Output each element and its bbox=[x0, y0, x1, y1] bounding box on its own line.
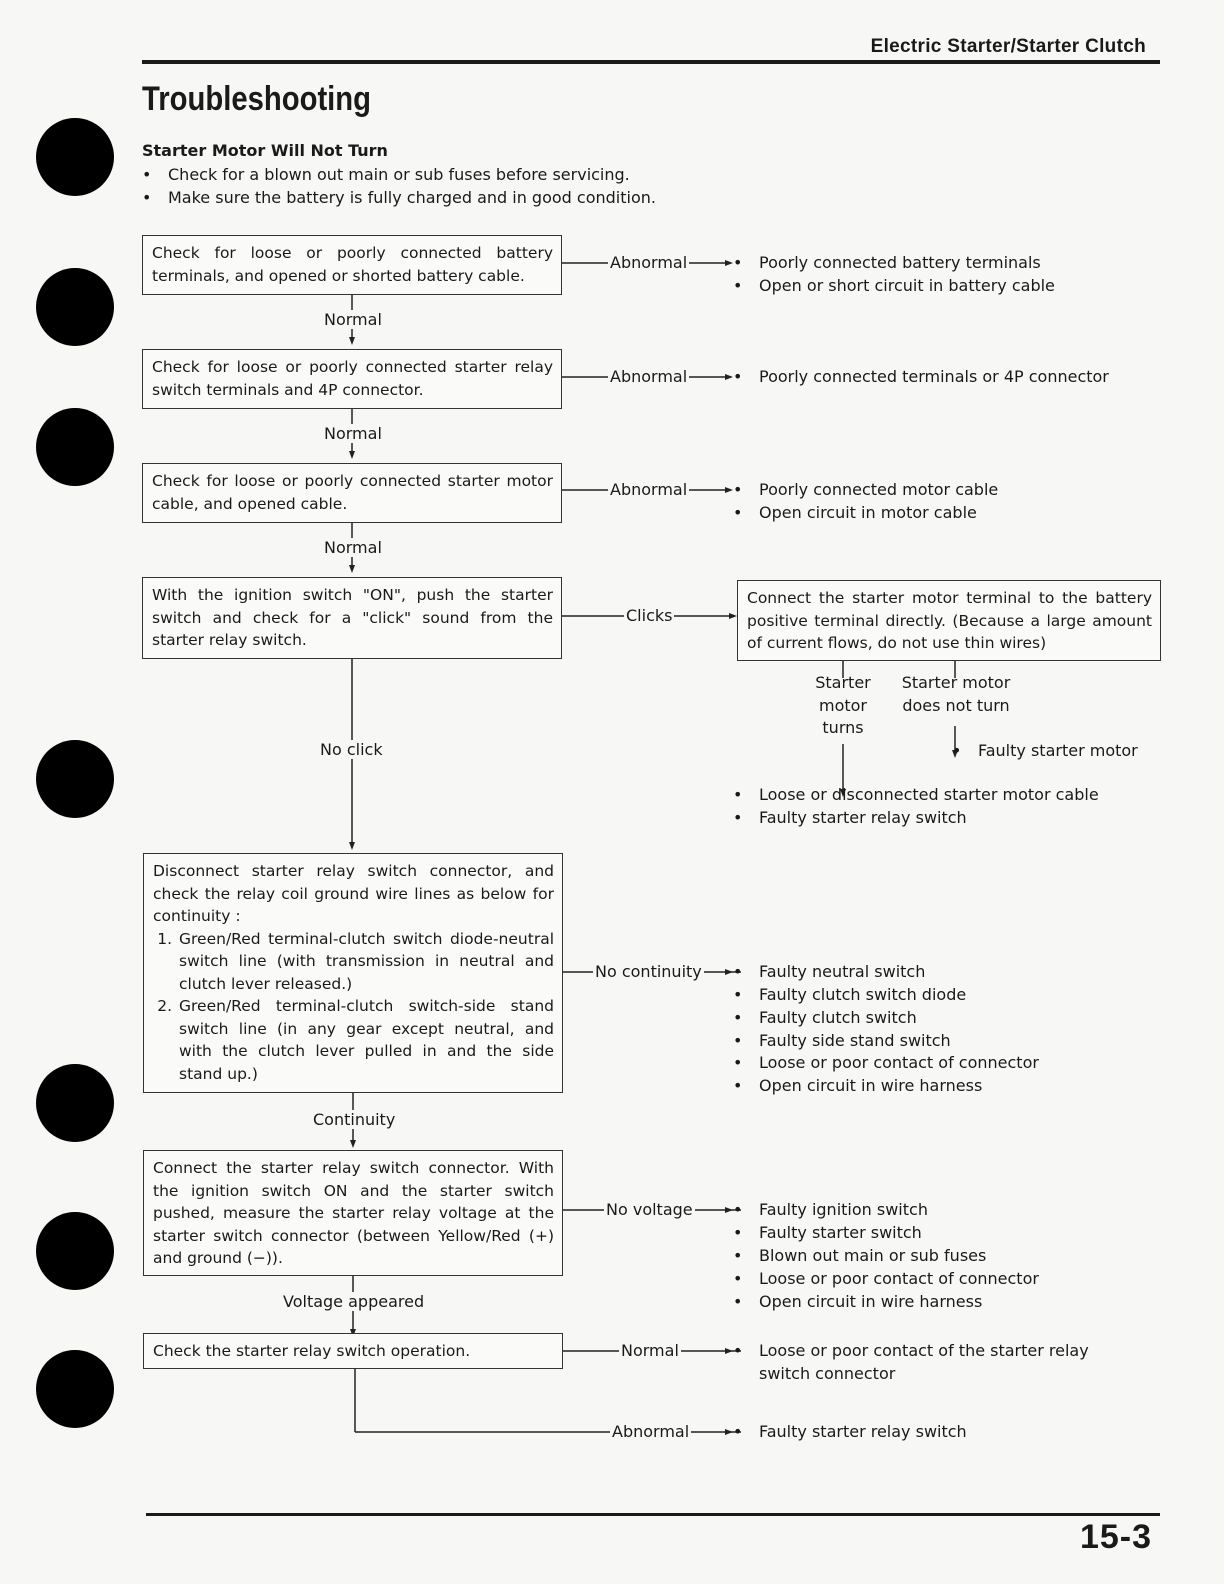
result-item: • Open or short circuit in battery cable bbox=[733, 276, 1055, 295]
page-title: Troubleshooting bbox=[142, 80, 372, 118]
next-label: Continuity bbox=[313, 1110, 396, 1129]
result-text: Poorly connected battery terminals bbox=[759, 253, 1041, 272]
result-text: Faulty neutral switch bbox=[759, 962, 926, 981]
header-section-title: Electric Starter/Starter Clutch bbox=[870, 36, 1146, 57]
branch-label: Abnormal bbox=[610, 367, 688, 386]
section-title: Starter Motor Will Not Turn bbox=[142, 141, 388, 160]
result-text: Loose or disconnected starter motor cable bbox=[759, 785, 1099, 804]
result-item: • Loose or poor contact of the starter relay switch connector bbox=[733, 1340, 1113, 1385]
next-label: Normal bbox=[324, 310, 382, 329]
result-text: Faulty starter switch bbox=[759, 1223, 922, 1242]
page-number: 15-3 bbox=[1079, 1518, 1152, 1556]
branch-label: Abnormal bbox=[610, 253, 688, 272]
step-text: Connect the starter relay switch connector. With the ignition switch ON and the starter switch pushed, measure the starter relay voltage at the starter switch connector (between Yellow/Red (+) and ground (−)). bbox=[153, 1159, 554, 1267]
result-text: Open circuit in wire harness bbox=[759, 1292, 983, 1311]
branch-label: Abnormal bbox=[612, 1422, 690, 1441]
step-box bbox=[143, 1333, 563, 1369]
turns-label: Starter motor turns bbox=[815, 673, 871, 737]
result-item: • Faulty starter relay switch bbox=[733, 808, 967, 827]
result-item: • Faulty ignition switch bbox=[733, 1200, 928, 1219]
result-text: Faulty clutch switch diode bbox=[759, 985, 967, 1004]
result-item: • Loose or disconnected starter motor cable bbox=[733, 785, 1099, 804]
result-item: • Poorly connected battery terminals bbox=[733, 253, 1041, 272]
step-list-item: 1. Green/Red terminal-clutch switch diode-neutral switch line (with transmission in neutral and clutch lever released.) bbox=[177, 928, 554, 996]
step-box bbox=[142, 463, 562, 523]
step-box bbox=[142, 577, 562, 659]
result-item: • Blown out main or sub fuses bbox=[733, 1246, 987, 1265]
result-item: • Open circuit in wire harness bbox=[733, 1076, 983, 1095]
step-box bbox=[143, 1150, 563, 1276]
result-text: Open circuit in wire harness bbox=[759, 1076, 983, 1095]
result-item: • Loose or poor contact of connector bbox=[733, 1053, 1039, 1072]
note-item: • Check for a blown out main or sub fuses before servicing. bbox=[142, 165, 630, 184]
result-item: • Poorly connected terminals or 4P connector bbox=[733, 367, 1109, 386]
step-text: With the ignition switch "ON", push the starter switch and check for a "click" sound from the starter relay switch. bbox=[152, 586, 553, 649]
result-item: • Poorly connected motor cable bbox=[733, 480, 999, 499]
step-text: Check for loose or poorly connected battery terminals, and opened or shorted battery cable. bbox=[152, 244, 553, 285]
result-text: Open or short circuit in battery cable bbox=[759, 276, 1055, 295]
clicks-box bbox=[737, 580, 1161, 661]
result-text: Faulty clutch switch bbox=[759, 1008, 917, 1027]
result-text: Loose or poor contact of connector bbox=[759, 1053, 1039, 1072]
next-label: Normal bbox=[324, 424, 382, 443]
result-text: Loose or poor contact of the starter relay switch connector bbox=[759, 1341, 1089, 1383]
branch-label: No continuity bbox=[595, 962, 702, 981]
result-text: Faulty starter relay switch bbox=[759, 808, 967, 827]
result-item: • Faulty clutch switch diode bbox=[733, 985, 967, 1004]
result-text: Poorly connected motor cable bbox=[759, 480, 999, 499]
result-text: Faulty ignition switch bbox=[759, 1200, 928, 1219]
result-item: • Faulty clutch switch bbox=[733, 1008, 917, 1027]
step-text: Check the starter relay switch operation. bbox=[153, 1342, 471, 1360]
step-box bbox=[143, 853, 563, 1093]
step-text: Check for loose or poorly connected starter relay switch terminals and 4P connector. bbox=[152, 358, 553, 399]
footer-rule bbox=[146, 1513, 1160, 1516]
result-text: Poorly connected terminals or 4P connector bbox=[759, 367, 1109, 386]
next-label: Voltage appeared bbox=[283, 1292, 425, 1311]
result-item: • Faulty side stand switch bbox=[733, 1031, 951, 1050]
branch-label: No voltage bbox=[606, 1200, 693, 1219]
result-item: • Faulty neutral switch bbox=[733, 962, 926, 981]
note-item: • Make sure the battery is fully charged and in good condition. bbox=[142, 188, 656, 207]
result-text: Faulty starter relay switch bbox=[759, 1422, 967, 1441]
result-item: • Loose or poor contact of connector bbox=[733, 1269, 1039, 1288]
step-text: Check for loose or poorly connected starter motor cable, and opened cable. bbox=[152, 472, 553, 513]
step-box bbox=[142, 349, 562, 409]
result-text: Loose or poor contact of connector bbox=[759, 1269, 1039, 1288]
next-label: No click bbox=[320, 740, 383, 759]
result-text: Blown out main or sub fuses bbox=[759, 1246, 987, 1265]
not-turn-result: • Faulty starter motor bbox=[952, 741, 1138, 760]
step-box bbox=[142, 235, 562, 295]
result-item: • Faulty starter switch bbox=[733, 1223, 922, 1242]
note-text: Make sure the battery is fully charged and in good condition. bbox=[168, 188, 656, 207]
branch-label: Clicks bbox=[626, 606, 673, 625]
result-item: • Open circuit in wire harness bbox=[733, 1292, 983, 1311]
result-item: • Open circuit in motor cable bbox=[733, 503, 977, 522]
note-text: Check for a blown out main or sub fuses before servicing. bbox=[168, 165, 630, 184]
clicks-text: Connect the starter motor terminal to the battery positive terminal directly. (Because a large amount of current flows, do not use thin wires) bbox=[747, 589, 1152, 652]
branch-label: Normal bbox=[621, 1341, 679, 1360]
result-text: Open circuit in motor cable bbox=[759, 503, 977, 522]
step-list-item: 2. Green/Red terminal-clutch switch-side stand switch line (in any gear except neutral, and with the clutch lever pulled in and the side stand up.) bbox=[177, 995, 554, 1085]
branch-label: Abnormal bbox=[610, 480, 688, 499]
step-intro: Disconnect starter relay switch connector, and check the relay coil ground wire lines as below for continuity : bbox=[153, 862, 554, 925]
not-turn-label: Starter motor does not turn bbox=[901, 673, 1011, 715]
next-label: Normal bbox=[324, 538, 382, 557]
result-text: Faulty side stand switch bbox=[759, 1031, 951, 1050]
result-text: Faulty starter motor bbox=[978, 741, 1138, 760]
result-item: • Faulty starter relay switch bbox=[733, 1422, 967, 1441]
